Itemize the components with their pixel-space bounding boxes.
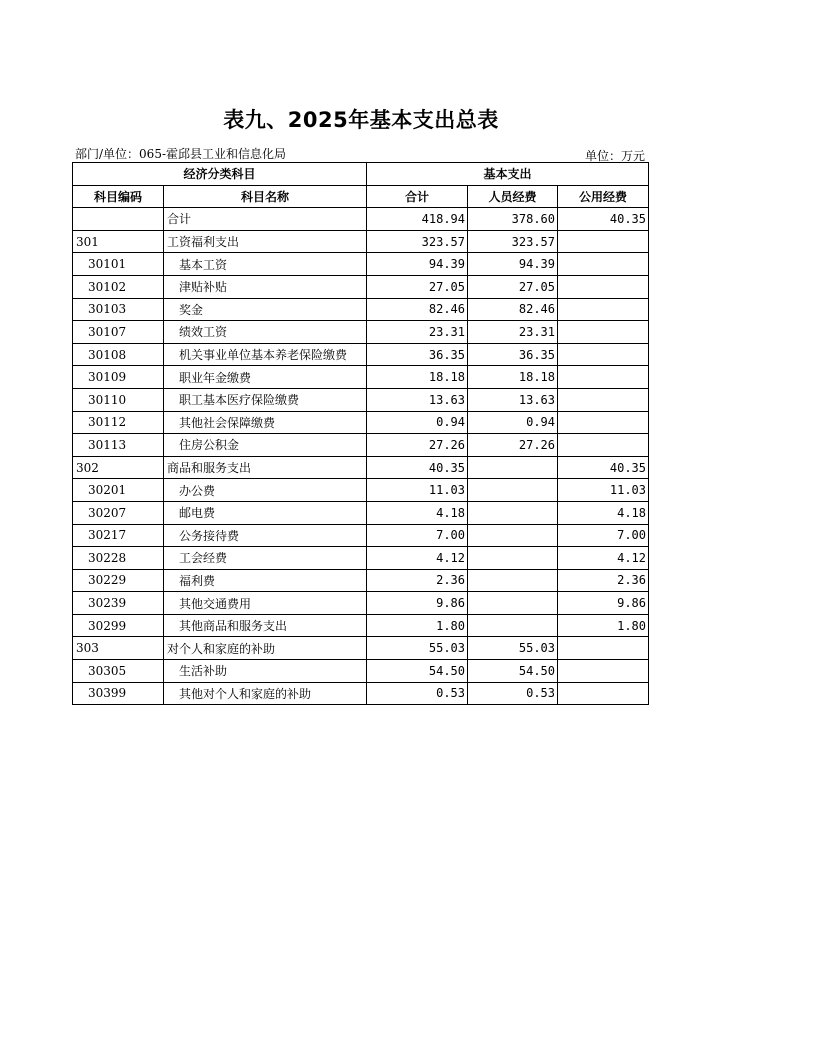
row-name: 对个人和家庭的补助 (164, 637, 367, 660)
row-name: 福利费 (164, 569, 367, 592)
row-public: 9.86 (558, 592, 649, 615)
row-public: 4.12 (558, 547, 649, 570)
row-name: 其他社会保障缴费 (164, 411, 367, 434)
row-name: 生活补助 (164, 660, 367, 683)
table-row (73, 637, 649, 660)
header-public: 公用经费 (558, 185, 649, 208)
row-code: 30239 (73, 592, 164, 615)
row-code: 30108 (73, 343, 164, 366)
row-public (558, 321, 649, 344)
row-code: 30201 (73, 479, 164, 502)
row-name: 住房公积金 (164, 434, 367, 457)
row-total: 4.18 (367, 501, 468, 524)
row-personnel: 0.53 (468, 682, 558, 705)
table-row (73, 388, 649, 411)
row-public (558, 660, 649, 683)
table-row (73, 321, 649, 344)
row-public: 40.35 (558, 456, 649, 479)
row-public (558, 637, 649, 660)
row-personnel: 23.31 (468, 321, 558, 344)
row-public (558, 434, 649, 457)
row-total: 82.46 (367, 298, 468, 321)
row-name: 职工基本医疗保险缴费 (164, 388, 367, 411)
row-name: 商品和服务支出 (164, 456, 367, 479)
table-row (73, 253, 649, 276)
budget-table (72, 162, 649, 705)
row-total: 13.63 (367, 388, 468, 411)
table-row (73, 547, 649, 570)
row-total: 418.94 (367, 208, 468, 231)
header-basic-expenditure: 基本支出 (367, 163, 649, 186)
row-total: 4.12 (367, 547, 468, 570)
row-code: 30207 (73, 501, 164, 524)
row-personnel (468, 614, 558, 637)
row-code (73, 208, 164, 231)
row-total: 27.05 (367, 275, 468, 298)
row-code: 30228 (73, 547, 164, 570)
row-name: 奖金 (164, 298, 367, 321)
row-total: 9.86 (367, 592, 468, 615)
row-code: 301 (73, 230, 164, 253)
row-name: 工会经费 (164, 547, 367, 570)
row-total: 36.35 (367, 343, 468, 366)
row-personnel: 18.18 (468, 366, 558, 389)
row-code: 30299 (73, 614, 164, 637)
row-total: 0.94 (367, 411, 468, 434)
table-row (73, 411, 649, 434)
row-code: 30229 (73, 569, 164, 592)
row-total: 1.80 (367, 614, 468, 637)
row-total: 40.35 (367, 456, 468, 479)
table-row (73, 569, 649, 592)
table-row (73, 524, 649, 547)
table-row (73, 230, 649, 253)
row-code: 30110 (73, 388, 164, 411)
table-row (73, 456, 649, 479)
row-code: 30305 (73, 660, 164, 683)
row-name: 工资福利支出 (164, 230, 367, 253)
row-code: 30103 (73, 298, 164, 321)
table-row (73, 682, 649, 705)
row-code: 30107 (73, 321, 164, 344)
header-code: 科目编码 (73, 185, 164, 208)
row-total: 7.00 (367, 524, 468, 547)
table-row (73, 614, 649, 637)
row-public: 7.00 (558, 524, 649, 547)
row-personnel: 55.03 (468, 637, 558, 660)
table-row (73, 592, 649, 615)
table-row (73, 501, 649, 524)
table-body (73, 208, 649, 705)
header-total: 合计 (367, 185, 468, 208)
row-name: 合计 (164, 208, 367, 231)
table-row (73, 298, 649, 321)
row-name: 职业年金缴费 (164, 366, 367, 389)
row-public (558, 298, 649, 321)
row-personnel: 54.50 (468, 660, 558, 683)
row-public: 2.36 (558, 569, 649, 592)
row-code: 30217 (73, 524, 164, 547)
row-name: 基本工资 (164, 253, 367, 276)
row-personnel (468, 547, 558, 570)
row-total: 18.18 (367, 366, 468, 389)
row-name: 机关事业单位基本养老保险缴费 (164, 343, 367, 366)
row-personnel (468, 569, 558, 592)
row-total: 323.57 (367, 230, 468, 253)
page-title: 表九、2025年基本支出总表 (223, 108, 499, 132)
row-code: 30101 (73, 253, 164, 276)
row-public: 40.35 (558, 208, 649, 231)
row-public: 1.80 (558, 614, 649, 637)
row-personnel: 323.57 (468, 230, 558, 253)
table-row (73, 479, 649, 502)
table-row (73, 208, 649, 231)
row-total: 54.50 (367, 660, 468, 683)
row-public: 11.03 (558, 479, 649, 502)
table-row (73, 275, 649, 298)
row-personnel (468, 592, 558, 615)
row-public (558, 230, 649, 253)
row-total: 11.03 (367, 479, 468, 502)
row-total: 27.26 (367, 434, 468, 457)
table-row (73, 343, 649, 366)
header-row-group (73, 163, 649, 186)
row-code: 303 (73, 637, 164, 660)
row-public (558, 411, 649, 434)
row-name: 其他交通费用 (164, 592, 367, 615)
row-code: 30112 (73, 411, 164, 434)
row-name: 绩效工资 (164, 321, 367, 344)
row-total: 2.36 (367, 569, 468, 592)
row-personnel: 0.94 (468, 411, 558, 434)
row-name: 公务接待费 (164, 524, 367, 547)
row-total: 55.03 (367, 637, 468, 660)
row-code: 30102 (73, 275, 164, 298)
header-economic-classification: 经济分类科目 (73, 163, 367, 186)
row-name: 办公费 (164, 479, 367, 502)
row-name: 邮电费 (164, 501, 367, 524)
row-name: 其他对个人和家庭的补助 (164, 682, 367, 705)
row-personnel (468, 524, 558, 547)
row-personnel: 82.46 (468, 298, 558, 321)
department-label: 部门/单位：065-霍邱县工业和信息化局 (75, 147, 287, 161)
row-public (558, 366, 649, 389)
header-personnel: 人员经费 (468, 185, 558, 208)
table-row (73, 660, 649, 683)
row-total: 94.39 (367, 253, 468, 276)
row-personnel: 94.39 (468, 253, 558, 276)
row-code: 30113 (73, 434, 164, 457)
table-row (73, 366, 649, 389)
row-public (558, 275, 649, 298)
row-code: 302 (73, 456, 164, 479)
row-public (558, 682, 649, 705)
header-row-columns (73, 185, 649, 208)
row-code: 30399 (73, 682, 164, 705)
row-code: 30109 (73, 366, 164, 389)
row-name: 津贴补贴 (164, 275, 367, 298)
row-public (558, 343, 649, 366)
row-personnel (468, 456, 558, 479)
row-personnel: 378.60 (468, 208, 558, 231)
row-personnel: 27.26 (468, 434, 558, 457)
row-personnel (468, 501, 558, 524)
row-public (558, 388, 649, 411)
table-row (73, 434, 649, 457)
row-personnel: 36.35 (468, 343, 558, 366)
row-personnel (468, 479, 558, 502)
header-name: 科目名称 (164, 185, 367, 208)
unit-label: 单位：万元 (584, 149, 645, 163)
row-public (558, 253, 649, 276)
row-public: 4.18 (558, 501, 649, 524)
row-total: 23.31 (367, 321, 468, 344)
row-name: 其他商品和服务支出 (164, 614, 367, 637)
row-personnel: 27.05 (468, 275, 558, 298)
row-total: 0.53 (367, 682, 468, 705)
row-personnel: 13.63 (468, 388, 558, 411)
